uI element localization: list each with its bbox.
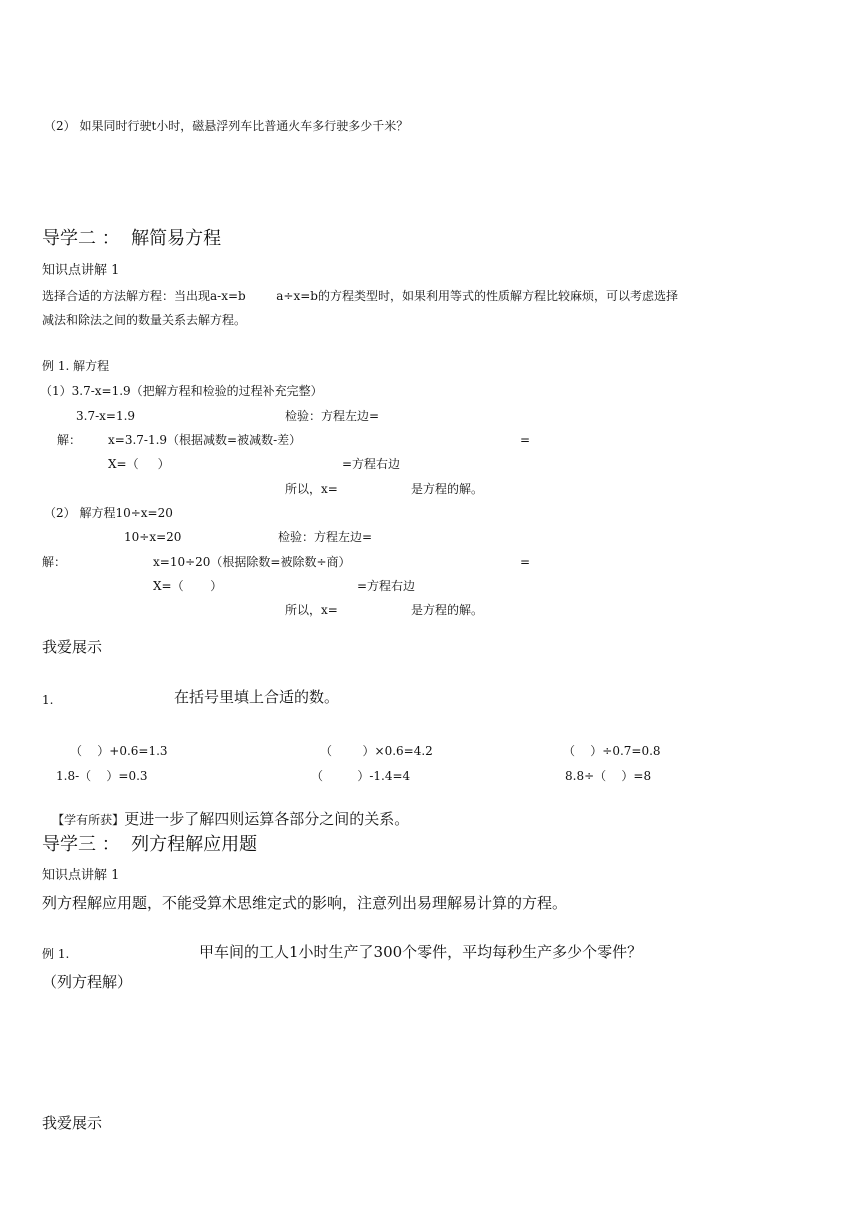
problem-2-title: （2） 解方程10÷x=20 <box>44 506 173 520</box>
section-3-title: 导学三 ： 列方程解应用题 <box>42 834 258 855</box>
problem-2-conclusion-a: 所以，x= <box>285 603 338 617</box>
section-3-intro: 列方程解应用题，不能受算术思维定式的影响，注意列出易理解易计算的方程。 <box>42 894 568 912</box>
example-3-label: 例 1. <box>42 947 70 961</box>
show-heading-2: 我爱展示 <box>42 1114 103 1132</box>
problem-2-step: x=10÷20（根据除数=被除数÷商） <box>153 555 351 569</box>
problem-2-equals: = <box>520 555 531 569</box>
blank-eq-4: 1.8-（ ）=0.3 <box>56 769 148 783</box>
exercise-instruction: 在括号里填上合适的数。 <box>174 688 340 706</box>
learning-gain <box>42 795 409 827</box>
problem-2-check: 检验：方程左边= <box>278 530 373 544</box>
question-2: （2） 如果同时行驶t小时，磁悬浮列车比普通火车多行驶多少千米？ <box>44 119 409 133</box>
problem-2-equation: 10÷x=20 <box>124 530 182 544</box>
blank-eq-2: （ ）×0.6=4.2 <box>320 744 433 758</box>
blank-eq-3: （ ）÷0.7=0.8 <box>563 744 661 758</box>
problem-1-title: （1）3.7-x=1.9（把解方程和检验的过程补充完整） <box>40 384 323 398</box>
example-1-label: 例 1. 解方程 <box>42 359 110 373</box>
show-heading-1: 我爱展示 <box>42 638 103 656</box>
intro-line-1: 选择合适的方法解方程：当出现a-x=b a÷x=b的方程类型时，如果利用等式的性质解方程比较麻烦，可以考虑选择 <box>42 289 678 303</box>
problem-1-right-side: =方程右边 <box>342 457 401 471</box>
problem-2-solve-label: 解： <box>42 555 67 569</box>
problem-1-conclusion-a: 所以，x= <box>285 482 338 496</box>
blank-eq-1: （ ）+0.6=1.3 <box>70 744 168 758</box>
problem-1-equation: 3.7-x=1.9 <box>76 409 136 423</box>
problem-1-step: x=3.7-1.9（根据减数=被减数-差） <box>108 433 302 447</box>
problem-1-solve-label: 解： <box>57 433 82 447</box>
learning-gain-label: 【学有所获】 <box>52 813 125 827</box>
blank-eq-6: 8.8÷（ ）=8 <box>565 769 652 783</box>
blank-eq-5: （ ）-1.4=4 <box>311 769 411 783</box>
example-3-text: 甲车间的工人1小时生产了300个零件，平均每秒生产多少个零件？ <box>199 943 643 961</box>
knowledge-heading-2: 知识点讲解 1 <box>42 263 120 278</box>
problem-1-check: 检验：方程左边= <box>285 409 380 423</box>
knowledge-heading-3: 知识点讲解 1 <box>42 868 120 883</box>
problem-2-x-blank: X=（ ） <box>153 579 223 593</box>
exercise-number: 1. <box>42 693 54 707</box>
problem-2-right-side: =方程右边 <box>357 579 416 593</box>
example-3-note: （列方程解） <box>42 973 133 991</box>
intro-line-2: 减法和除法之间的数量关系去解方程。 <box>42 313 247 327</box>
problem-1-x-blank: X=（ ） <box>108 457 170 471</box>
problem-1-conclusion-b: 是方程的解。 <box>411 482 484 496</box>
problem-2-conclusion-b: 是方程的解。 <box>411 603 484 617</box>
problem-1-equals: = <box>520 433 531 447</box>
learning-gain-text: 更进一步了解四则运算各部分之间的关系。 <box>124 810 410 828</box>
section-2-title: 导学二 ： 解简易方程 <box>42 228 222 249</box>
